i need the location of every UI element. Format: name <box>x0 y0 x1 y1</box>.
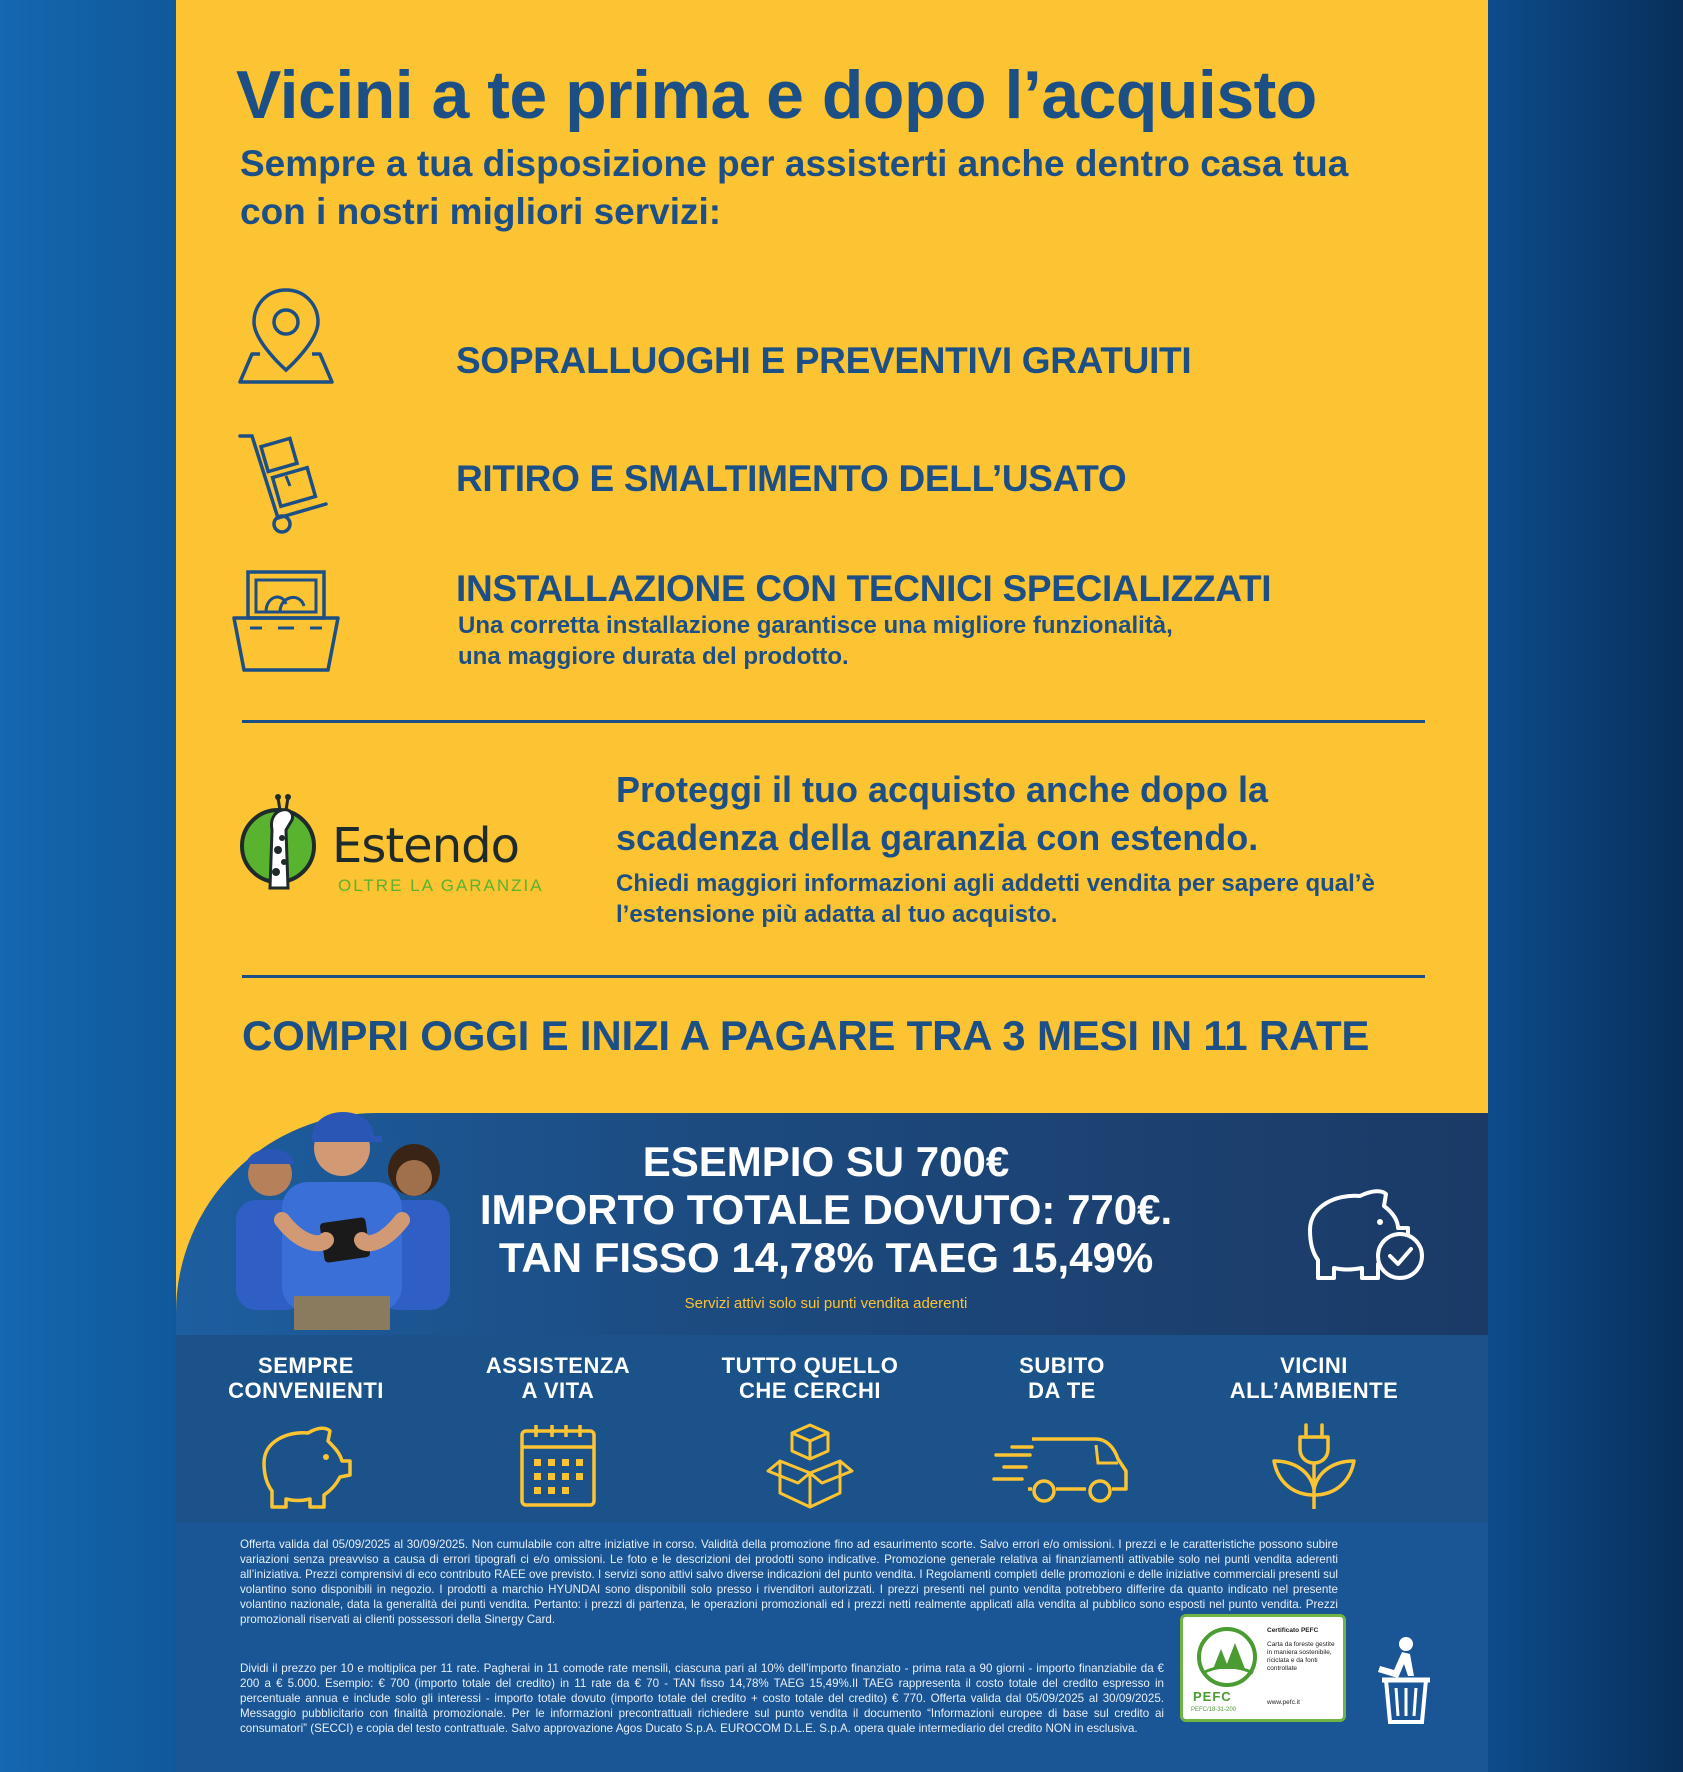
pefc-label: PEFC <box>1193 1689 1232 1704</box>
service-title: RITIRO E SMALTIMENTO DELL’USATO <box>456 458 1127 499</box>
value-line2: DA TE <box>1028 1378 1096 1403</box>
value-line1: SUBITO <box>1019 1353 1105 1378</box>
value-line1: VICINI <box>1280 1353 1348 1378</box>
service-description: Una corretta installazione garantisce una migliore funzionalità, una maggiore durata del prodotto. <box>458 612 1173 670</box>
background-right <box>1488 0 1683 1772</box>
piggy-bank-icon <box>256 1421 356 1511</box>
values-band <box>176 1335 1488 1523</box>
recycle-bin-icon <box>1364 1636 1436 1728</box>
value-line2: A VITA <box>521 1378 595 1403</box>
pefc-certification-badge <box>1180 1614 1346 1722</box>
value-item-assistenza <box>448 1353 668 1511</box>
value-line2: CONVENIENTI <box>228 1378 384 1403</box>
service-item-sopralluoghi <box>216 282 1436 392</box>
service-title: INSTALLAZIONE CON TECNICI SPECIALIZZATI <box>456 568 1272 609</box>
value-line1: SEMPRE <box>258 1353 354 1378</box>
pefc-trees-icon <box>1195 1625 1259 1687</box>
dishwasher-icon <box>226 566 346 676</box>
pefc-cert-title: Certificato PEFC <box>1267 1627 1319 1634</box>
financing-headline: COMPRI OGGI E INIZI A PAGARE TRA 3 MESI IN 11 RATE <box>242 1012 1370 1059</box>
pefc-text <box>1267 1627 1341 1707</box>
service-title: SOPRALLUOGHI E PREVENTIVI GRATUITI <box>456 340 1192 381</box>
page-title: Vicini a te prima e dopo l’acquisto <box>236 57 1317 133</box>
service-item-installazione <box>216 566 1436 686</box>
pefc-cert-text: Carta da foreste gestite in maniera sostenibile, riciclata e da fonti controllate <box>1267 1641 1335 1672</box>
service-item-ritiro <box>216 428 1436 538</box>
hand-truck-boxes-icon <box>226 428 346 538</box>
divider <box>242 720 1425 723</box>
background-left <box>0 0 176 1772</box>
financing-note: Servizi attivi solo sui punti vendita aderenti <box>684 1295 968 1312</box>
value-line2: CHE CERCHI <box>739 1378 881 1403</box>
legal-paragraph-2: Dividi il prezzo per 10 e moltiplica per 11 rate. Pagherai in 11 comode rate mensili, ciascuna pari al 10% dell’importo finanziato - prima rata a 90 giorni - importo finanziabile da € 200 a € 5.000. Esempio: € 700 (importo totale del credito) in 11 rate da € 70 - TAN fisso 14,78% TAEG 15,49%.Il TAEG rappresenta il costo totale del credito espresso in percentuale annua e include solo gli interessi - importo totale dovuto (importo totale del credito + costo totale del credito) € 770. Offerta valida dal 05/09/2025 al 30/09/2025. Messaggio pubblicitario con finalità promozionale. Per le informazioni precontrattuali richiedere sul punto vendita il documento “Informazioni europee di base sul credito ai consumatori” (SECCI) e copia del testo contrattuale. Salvo approvazione Agos Ducato S.p.A. EUROCOM D.L.E. S.p.A. opera quale intermediario del credito NON in esclusiva. <box>240 1662 1164 1735</box>
eco-plug-leaf-icon <box>1264 1421 1364 1511</box>
page-subtitle: Sempre a tua disposizione per assisterti anche dentro casa tua con i nostri migliori servizi: <box>240 143 1349 232</box>
value-item-tutto-quello <box>700 1353 920 1511</box>
value-line1: ASSISTENZA <box>485 1353 631 1378</box>
divider <box>242 975 1425 978</box>
value-line1: TUTTO QUELLO <box>721 1353 899 1378</box>
location-pin-map-icon <box>226 282 346 392</box>
financing-line3: TAN FISSO 14,78% TAEG 15,49% <box>498 1234 1154 1281</box>
legal-paragraph-1: Offerta valida dal 05/09/2025 al 30/09/2025. Non cumulabile con altre iniziative in corso. Validità della promozione fino ad esaurimento scorte. Salvo errori e/o omissioni. I prezzi e le caratteristiche possono subire variazioni senza preavviso a causa di errori tipografi ci e/o omissioni. Le foto e le descrizioni dei prodotti sono indicative. Promozione generale relativa ai finanziamenti attivabile solo nei punti vendita aderenti all’iniziativa. Prezzi comprensivi di eco contributo RAEE ove previsto. I servizi sono attivi salvo diverse indicazioni del punto vendita. I Regolamenti completi delle promozioni e delle iniziative commerciali presenti sul volantino sono disponibili in negozio. I prodotti a marchio HYUNDAI sono disponibili solo presso i rivenditori autorizzati. I prezzi presenti nel punto vendita potrebbero differire da quanto indicato nel presente volantino nazionale, data la generalità dei punti vendita. Pertanto: i prezzi di partenza, le operazioni promozionali ed i prezzi netti realmente applicati alla vendita al pubblico sono esposti nel punto vendita. Prezzi promozionali riservati ai clienti possessori della Sinergy Card. <box>240 1538 1338 1626</box>
estendo-tagline: OLTRE LA GARANZIA <box>338 876 544 895</box>
financing-line2: IMPORTO TOTALE DOVUTO: 770€. <box>479 1186 1173 1233</box>
giraffe-icon <box>240 790 320 890</box>
value-item-ambiente <box>1204 1353 1424 1511</box>
calendar-icon <box>508 1421 608 1511</box>
value-item-subito <box>952 1353 1172 1511</box>
estendo-logo <box>240 790 560 900</box>
flyer-page <box>176 0 1488 1772</box>
boxes-icon <box>760 1421 860 1511</box>
estendo-wordmark: Estendo <box>332 818 519 874</box>
piggy-bank-check-icon <box>1290 1180 1430 1280</box>
estendo-body: Chiedi maggiori informazioni agli addetti vendita per sapere qual’è l’estensione più adatta al tuo acquisto. <box>616 870 1375 928</box>
pefc-code: PEFC/18-31-200 <box>1191 1707 1237 1713</box>
delivery-van-icon <box>992 1421 1132 1511</box>
pefc-url: www.pefc.it <box>1267 1699 1300 1706</box>
financing-line1: ESEMPIO SU 700€ <box>642 1138 1010 1185</box>
financing-example <box>476 1138 1176 1282</box>
value-line2: ALL’AMBIENTE <box>1229 1378 1399 1403</box>
staff-photo <box>222 1070 462 1330</box>
estendo-headline: Proteggi il tuo acquisto anche dopo la scadenza della garanzia con estendo. <box>616 769 1269 858</box>
value-item-convenienti <box>196 1353 416 1511</box>
